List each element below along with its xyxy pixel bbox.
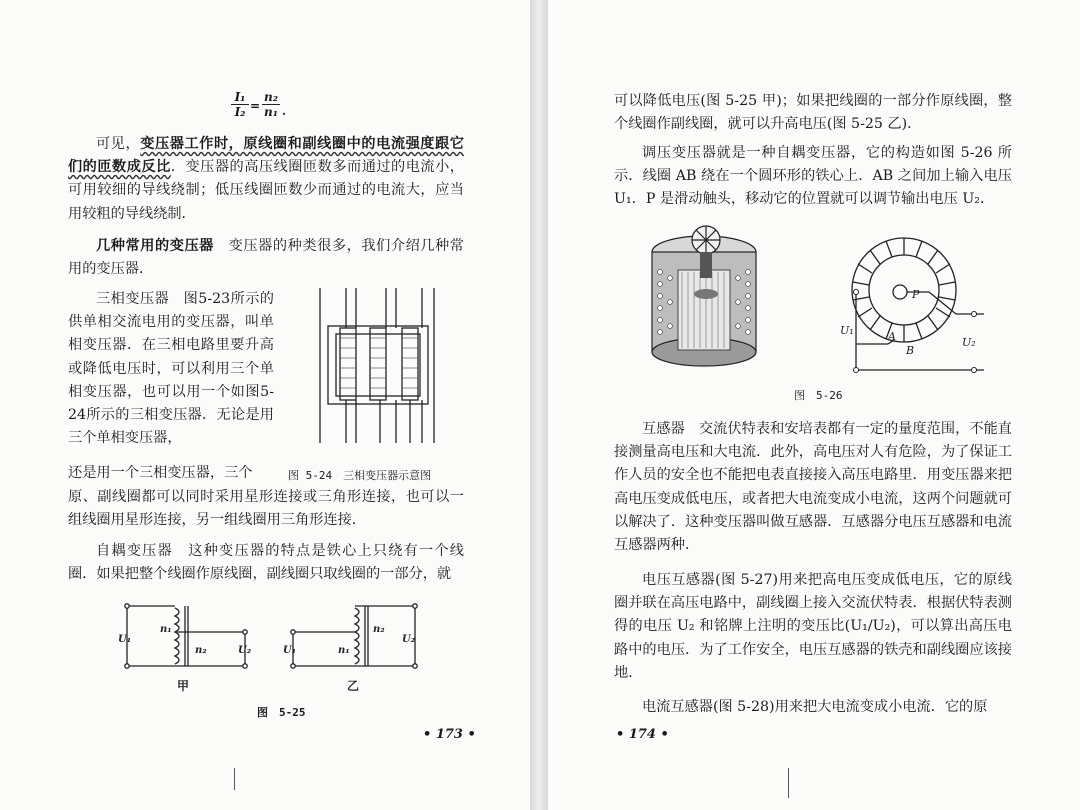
fig525-jia-n2-label: n₂	[195, 645, 207, 656]
fig526-p-label: P	[912, 288, 920, 301]
page-number-173: • 173 •	[423, 727, 476, 742]
figure-5-26-variac	[644, 222, 984, 382]
fig525-yi-u2-label: U₂	[402, 634, 416, 645]
paragraph-voltage-transformer: 电压互感器(图 5-27)用来把高电压变成低电压，它的原线圈并联在高压电路中，副线圈上接入交流伏特表．根据伏特表测得的电压 U₂ 和铭牌上注明的变压比(U₁/U₂)，可以算出高压电路中的电压．为了工作安全，电压互感器的铁壳和副线圈应该接地．	[614, 572, 1012, 681]
formula-right-numerator: n₂	[264, 90, 278, 104]
paragraph-instrument-transformer: 互感器 交流伏特表和安培表都有一定的量度范围，不能直接测量高电压和大电流．此外，高电压对人有危险，为了保证工作人员的安全也不能把电表直接接入高压电路里．用变压器来把高电压变成低电压，或者把大电流变成小电流，这两个问题就可以解决了．这种变压器叫做互感器．互感器分电压互感器和电流互感器两种．	[614, 421, 1012, 554]
para2-text: 变压器的种类很多，我们介绍几种常用的变压器．	[68, 238, 464, 278]
page-number-174: • 174 •	[616, 727, 669, 742]
paragraph-autotransformer: 自耦变压器 这种变压器的特点是铁心上只绕有一个线圈．如果把整个线圈作原线圈，副线圈只取线圈的一部分，就	[68, 543, 464, 583]
fig525-jia-u2-label: U₂	[238, 645, 252, 656]
fig525-yi-u1-label: U₁	[283, 645, 297, 656]
fig525-jia-n1-label: n₁	[160, 624, 172, 635]
book-gutter	[530, 0, 548, 810]
paragraph-current-ratio	[68, 133, 464, 226]
paragraph-variac: 调压变压器就是一种自耦变压器，它的构造如图 5-26 所示．线圈 AB 绕在一个圆环形的铁心上．AB 之间加上输入电压 U₁．P 是滑动触头，移动它的位置就可以调节输出电压 U₂．	[614, 145, 1012, 208]
paragraph-three-phase-cont: 还是用一个三相变压器，三个	[68, 465, 253, 481]
paragraph-three-phase: 三相变压器 图5-23所示的供单相交流电用的变压器，叫单相变压器．在三相电路里要升高或降低电压时，可以利用三个单相变压器，也可以用一个如图5-24所示的三相变压器．无论是用三个单相变压器，	[68, 291, 274, 447]
section-title-common-transformers: 几种常用的变压器	[96, 238, 214, 254]
figure-5-25-autotransformer-circuits	[115, 598, 435, 693]
paragraph-current-transformer: 电流互感器(图 5-28)用来把大电流变成小电流．它的原	[642, 699, 988, 715]
formula-denominator: I₂	[231, 104, 249, 119]
para1-rest: ．变压器的高压线圈匝数多而通过的电流小，可用较细的导线绕制；低压线圈匝数少而通过的电流大，应当用较粗的导线绕制．	[68, 159, 464, 222]
formula-right-denominator: n₁	[262, 104, 280, 119]
formula-equals	[250, 99, 260, 113]
scan-mark-right	[788, 768, 789, 798]
fig525-jia-u1-label: U₁	[118, 634, 132, 645]
paragraph-autotransformer-cont: 可以降低电压(图 5-25 甲)；如果把线圈的一部分作原线圈，整个线圈作副线圈，就可以升高电压(图 5-25 乙)．	[614, 93, 1012, 133]
figure-5-25-caption: 图 5-25	[257, 706, 306, 719]
fig526-a-label: A	[888, 330, 896, 343]
fig525-yi-n2-label: n₂	[373, 624, 385, 635]
formula-eq-sign: =	[250, 99, 261, 113]
variac-photo-illustration	[652, 226, 756, 366]
figure-5-24-three-phase-transformer	[310, 288, 445, 443]
fig525-label-yi: 乙	[347, 679, 360, 693]
fig526-b-label: B	[906, 344, 915, 357]
formula-left-fraction	[231, 90, 249, 119]
right-page	[548, 0, 1080, 810]
fig526-u1-label: U₁	[840, 324, 854, 337]
fig526-u2-label: U₂	[962, 336, 976, 349]
paragraph-common-transformers	[68, 235, 464, 281]
figure-5-26-caption: 图 5-26	[794, 389, 843, 402]
formula-numerator: I₁	[234, 90, 246, 104]
para1-emphasis: 变压器工作时，原线圈和副线圈中的电流强度跟它们的匝数成反比	[68, 136, 464, 176]
formula-right-fraction	[262, 90, 280, 119]
variac-schematic	[852, 238, 984, 370]
left-page	[0, 0, 530, 810]
fig525-yi-n1-label: n₁	[338, 645, 350, 656]
figure-5-24-caption: 图 5-24 三相变压器示意图	[288, 469, 432, 482]
scan-mark-left	[234, 768, 235, 790]
paragraph-three-phase-end: 原、副线圈都可以同时采用星形连接或三角形连接，也可以一组线圈用星形连接，另一组线圈用三角形连接．	[68, 489, 464, 529]
fig525-label-jia: 甲	[177, 679, 190, 693]
para1-lead: 可见，	[96, 136, 141, 152]
formula-period	[281, 104, 287, 118]
formula-end: .	[281, 104, 287, 118]
